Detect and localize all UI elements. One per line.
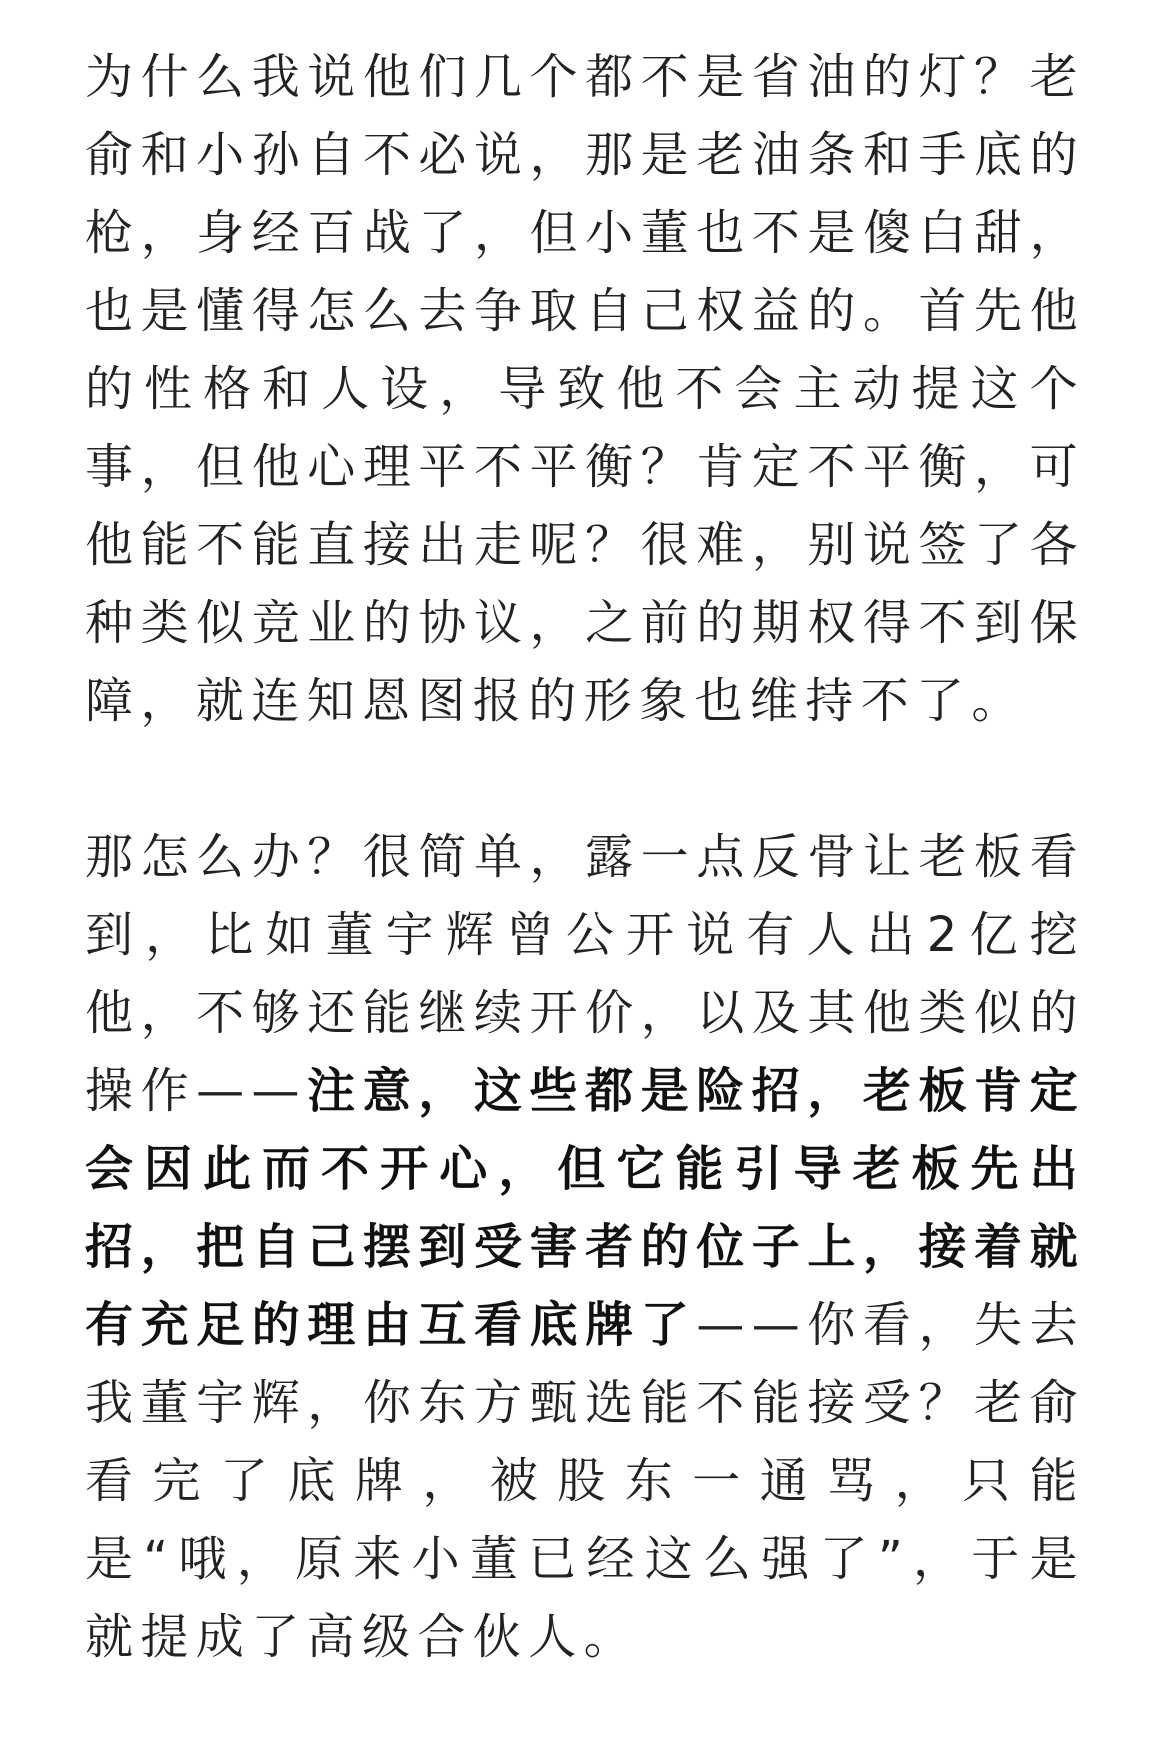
paragraph-tail-text: ——你看，失去我董宇辉，你东方甄选能不能接受？老俞看完了底牌，被股东一通骂，只能是“哦，原来小董已经这么强了”，于是就提成了高级合伙人。 [85, 1297, 1085, 1665]
bold-emphasis-text: 注意，这些都是险招，老板肯定会因此而不开心，但它能引导老板先出招，把自己摆到受害者的位子上，接着就有充足的理由互看底牌了 [85, 1063, 1085, 1353]
paragraph-lead-text: 那怎么办？很简单，露一点反骨让老板看到，比如董宇辉曾公开说有人出2亿挖他，不够还能继续开价，以及其他类似的操作—— [85, 829, 1085, 1119]
paragraph: 为什么我说他们几个都不是省油的灯？老俞和小孙自不必说，那是老油条和手底的枪，身经百战了，但小董也不是傻白甜，也是懂得怎么去争取自己权益的。首先他的性格和人设，导致他不会主动提这个事，但他心理平不平衡？肯定不平衡，可他能不能直接出走呢？很难，别说签了各种类似竞业的协议，之前的期权得不到保障，就连知恩图报的形象也维持不了。 [85, 49, 1085, 729]
article-body [85, 38, 1085, 1676]
paragraph [85, 818, 1085, 1676]
